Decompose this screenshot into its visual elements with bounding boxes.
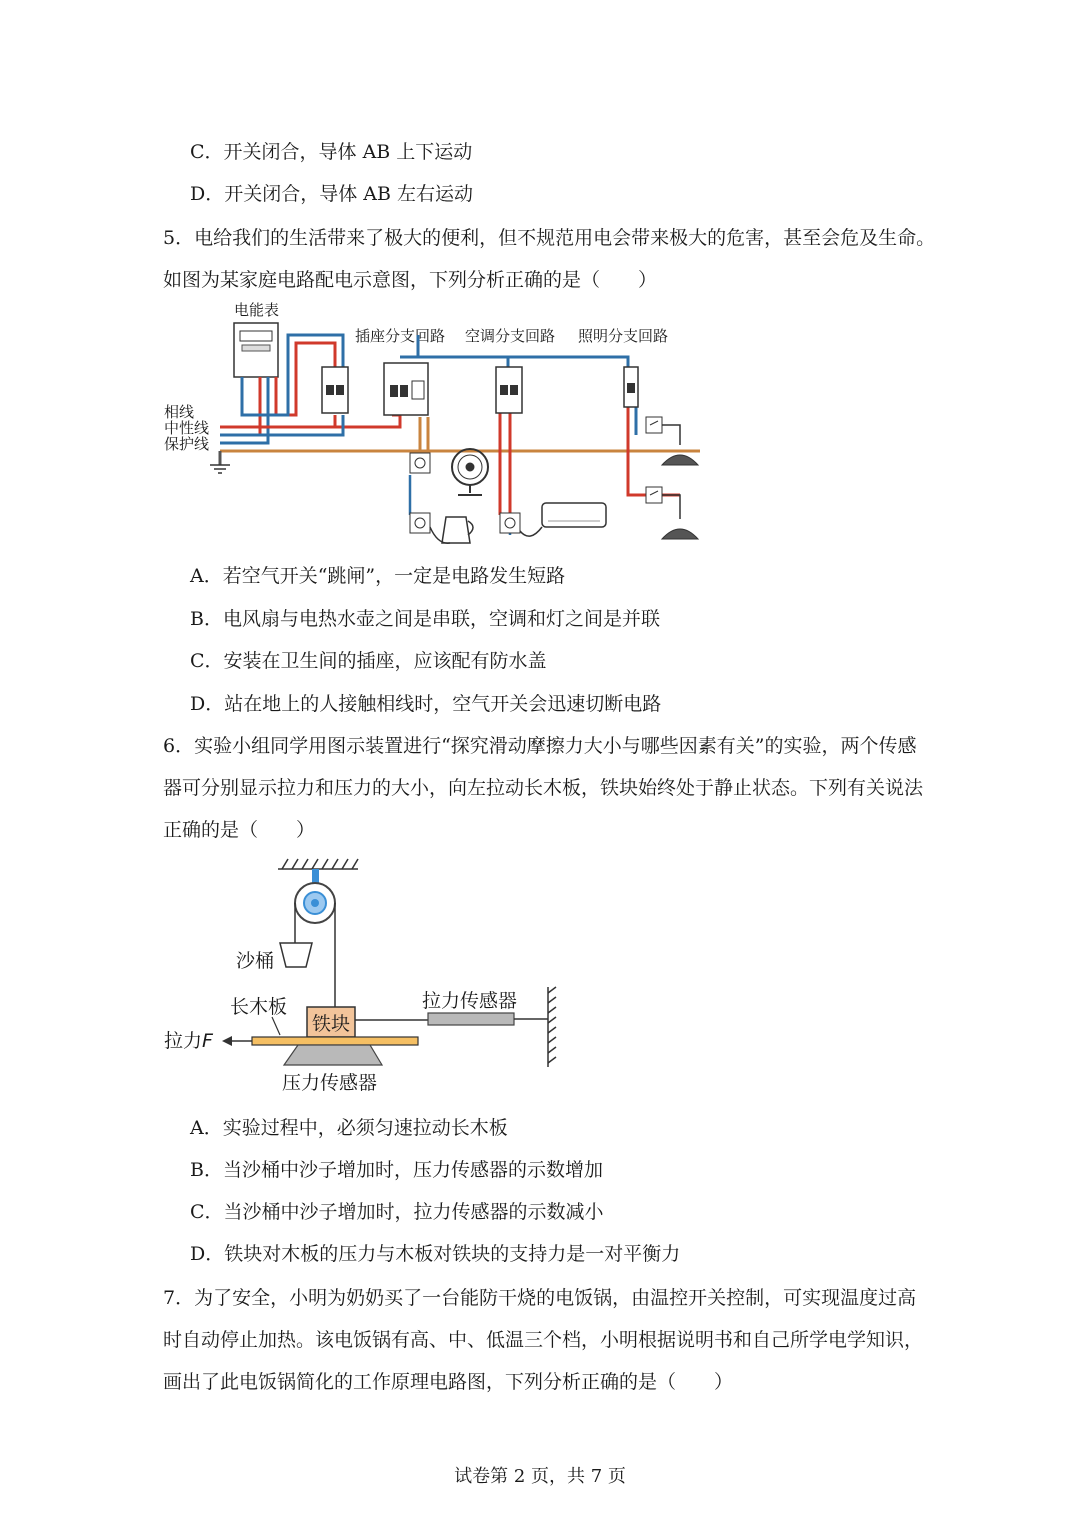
pressure-sensor-label: 压力传感器 [282, 1072, 378, 1094]
pull-sensor [428, 1013, 514, 1025]
q4-option-d: D．开关闭合，导体 AB 左右运动 [190, 183, 473, 205]
wall-hatch [548, 987, 556, 1067]
iron-block-label: 铁块 [312, 1013, 351, 1035]
page-footer: 试卷第 2 页，共 7 页 [454, 1466, 626, 1487]
sand-bucket-icon [280, 943, 312, 967]
q5-option-b: B．电风扇与电热水壶之间是串联，空调和灯之间是并联 [190, 608, 660, 630]
electric-kettle-icon [442, 517, 473, 543]
electric-meter-icon [234, 323, 278, 377]
wire-neutral-label: 中性线 [164, 419, 210, 437]
q6-option-d: D．铁块对木板的压力与木板对铁块的支持力是一对平衡力 [190, 1243, 681, 1265]
main-breaker-icon [322, 367, 348, 413]
socket-kettle-icon [410, 513, 430, 533]
lamp-2-icon [662, 529, 698, 539]
socket-fan-icon [410, 453, 430, 473]
q7-stem-line3: 画出了此电饭锅简化的工作原理电路图，下列分析正确的是（ ） [163, 1371, 734, 1393]
branch-socket-label: 插座分支回路 [355, 327, 446, 345]
light-switch-1-icon [646, 417, 662, 433]
wire-ground-label: 保护线 [164, 435, 210, 453]
pull-force-arrow [222, 1036, 252, 1046]
q5-stem-line1: 5．电给我们的生活带来了极大的便利，但不规范用电会带来极大的危害，甚至会危及生命。 [163, 227, 936, 249]
q6-option-a: A．实验过程中，必须匀速拉动长木板 [190, 1117, 508, 1139]
q6-stem-line2: 器可分别显示拉力和压力的大小，向左拉动长木板，铁块始终处于静止状态。下列有关说法 [163, 777, 924, 799]
q7-stem-line2: 时自动停止加热。该电饭锅有高、中、低温三个档，小明根据说明书和自己所学电学知识， [163, 1329, 924, 1351]
q6-option-b: B．当沙桶中沙子增加时，压力传感器的示数增加 [190, 1159, 603, 1181]
q6-option-c: C．当沙桶中沙子增加时，拉力传感器的示数减小 [190, 1201, 604, 1223]
household-circuit-diagram [160, 295, 720, 555]
sand-bucket-label: 沙桶 [236, 950, 275, 972]
pull-force-label: 拉力F [164, 1030, 213, 1052]
q4-option-c: C．开关闭合，导体 AB 上下运动 [190, 141, 473, 163]
lamp-1-icon [662, 455, 698, 465]
branch-light-label: 照明分支回路 [578, 327, 669, 345]
light-breaker-icon [624, 367, 638, 407]
pressure-sensor [284, 1045, 382, 1065]
light-switch-2-icon [646, 487, 662, 503]
friction-experiment-diagram [160, 855, 580, 1100]
socket-breaker-icon [384, 363, 428, 415]
pull-sensor-label: 拉力传感器 [422, 990, 518, 1012]
meter-label: 电能表 [234, 301, 280, 319]
wire-live-label: 相线 [164, 403, 195, 421]
ceiling-hatch [278, 859, 358, 869]
q5-option-c: C．安装在卫生间的插座，应该配有防水盖 [190, 650, 547, 672]
q7-stem-line1: 7．为了安全，小明为奶奶买了一台能防干烧的电饭锅，由温控开关控制，可实现温度过高 [163, 1287, 917, 1309]
ac-breaker-icon [496, 367, 522, 413]
pulley-icon [295, 883, 335, 923]
electric-fan-icon [452, 449, 488, 495]
long-board [252, 1037, 418, 1045]
ground-symbol-icon [210, 465, 230, 473]
branch-ac-label: 空调分支回路 [465, 327, 556, 345]
air-conditioner-icon [542, 503, 606, 527]
long-board-label: 长木板 [230, 996, 288, 1018]
q5-option-d: D．站在地上的人接触相线时，空气开关会迅速切断电路 [190, 693, 662, 715]
q5-stem-line2: 如图为某家庭电路配电示意图，下列分析正确的是（ ） [163, 269, 658, 291]
q5-option-a: A．若空气开关“跳闸”，一定是电路发生短路 [190, 565, 566, 587]
q6-stem-line3: 正确的是（ ） [163, 819, 316, 841]
q6-stem-line1: 6．实验小组同学用图示装置进行“探究滑动摩擦力大小与哪些因素有关”的实验，两个传感 [163, 735, 917, 757]
socket-ac-icon [500, 513, 520, 533]
